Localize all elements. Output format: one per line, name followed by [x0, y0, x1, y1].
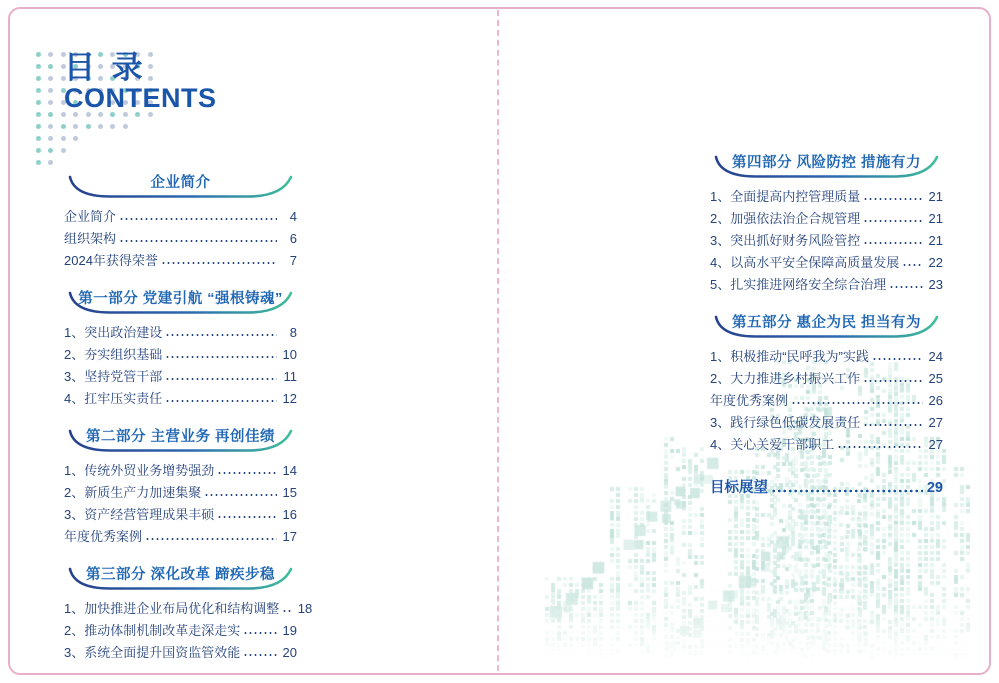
decorative-dot: [36, 76, 41, 81]
toc-item: [64, 344, 297, 366]
toc-page-number: 18: [297, 601, 313, 616]
dot-leader: [791, 400, 923, 412]
decorative-dot: [36, 160, 41, 165]
toc-item: [710, 252, 943, 274]
toc-item-label: 2、加强依法治企合规管理: [710, 211, 861, 226]
toc-page-number: 15: [282, 485, 297, 500]
section-banner: [64, 286, 297, 316]
toc-item: [64, 366, 297, 388]
decorative-dot: [73, 136, 78, 141]
decorative-dot: [36, 124, 41, 129]
dot-leader: [282, 608, 292, 620]
toc-item: [64, 322, 297, 344]
toc-item-label: 2024年获得荣誉: [64, 253, 158, 268]
decorative-dot: [48, 160, 53, 165]
toc-item: [710, 346, 943, 368]
dot-leader: [889, 284, 923, 296]
swoosh-underline: [64, 562, 297, 592]
decorative-dot: [36, 148, 41, 153]
toc-item-label: 4、以高水平安全保障高质量发展: [710, 255, 900, 270]
dot-leader: [165, 332, 277, 344]
decorative-dot: [48, 124, 53, 129]
toc-item: [64, 250, 297, 272]
section-title: 第一部分 党建引航 “强根铸魂”: [78, 291, 283, 307]
toc-page-number: 14: [282, 463, 297, 478]
toc-item: [64, 482, 297, 504]
decorative-dot: [48, 64, 53, 69]
section-title: 第五部分 惠企为民 担当有为: [731, 315, 922, 331]
center-fold-divider: [497, 10, 499, 671]
toc-page-number: 27: [928, 415, 943, 430]
toc-page-number: 12: [282, 391, 297, 406]
toc-page-number: 6: [289, 231, 297, 246]
dot-leader: [863, 196, 923, 208]
toc-item-label: 1、积极推动“民呼我为”实践: [710, 349, 869, 364]
toc-item-label: 2、夯实组织基础: [64, 347, 163, 362]
toc-item-label: 3、践行绿色低碳发展责任: [710, 415, 861, 430]
toc-page-number: 17: [282, 529, 297, 544]
toc-item-label: 企业简介: [64, 209, 117, 224]
section-title: 第四部分 风险防控 措施有力: [731, 155, 922, 171]
toc-title-en: CONTENTS: [64, 83, 217, 113]
toc-page-number: 26: [928, 393, 943, 408]
section-items: [710, 346, 943, 456]
toc-page-number: 10: [282, 347, 297, 362]
toc-item-label: 1、传统外贸业务增势强劲: [64, 463, 215, 478]
toc-item: [64, 460, 297, 482]
toc-page-number: 23: [928, 277, 943, 292]
toc-page-number: 4: [289, 209, 297, 224]
toc-item: [710, 274, 943, 296]
decorative-dot: [48, 100, 53, 105]
swoosh-underline: [710, 150, 943, 180]
toc-section: [64, 170, 297, 272]
toc-item-label: 4、关心关爱干部职工: [710, 437, 835, 452]
dot-leader: [863, 378, 923, 390]
section-banner: [710, 310, 943, 340]
decorative-dot: [36, 64, 41, 69]
dot-leader: [119, 238, 277, 250]
toc-title-cn: 目 录: [64, 50, 147, 85]
section-title: 第二部分 主营业务 再创佳绩: [85, 429, 276, 445]
goal-label: 目标展望: [710, 480, 768, 496]
dot-leader: [217, 470, 277, 482]
decorative-dot: [36, 100, 41, 105]
section-items: [64, 598, 313, 664]
dot-leader: [902, 262, 923, 274]
left-page: [64, 36, 313, 678]
toc-item-label: 3、资产经营管理成果丰硕: [64, 507, 215, 522]
decorative-dot: [73, 124, 78, 129]
decorative-dot: [123, 124, 128, 129]
toc-page-number: 24: [928, 349, 943, 364]
dot-leader: [165, 398, 277, 410]
section-items: [64, 460, 297, 548]
right-sections: [710, 150, 943, 456]
toc-page-number: 22: [928, 255, 943, 270]
toc-page-number: 16: [282, 507, 297, 522]
toc-item-label: 5、扎实推进网络安全综合治理: [710, 277, 887, 292]
toc-page-number: 21: [928, 189, 943, 204]
decorative-dot: [48, 148, 53, 153]
decorative-dot: [98, 124, 103, 129]
toc-item-label: 年度优秀案例: [710, 393, 789, 408]
toc-page-number: 11: [283, 369, 297, 384]
toc-item: [710, 186, 943, 208]
toc-item-label: 4、扛牢压实责任: [64, 391, 163, 406]
dot-leader: [161, 260, 277, 272]
decorative-dot: [36, 52, 41, 57]
toc-item: [710, 412, 943, 434]
toc-item: [64, 206, 297, 228]
swoosh-underline: [710, 310, 943, 340]
toc-page-number: 19: [282, 623, 297, 638]
toc-page-number: 7: [289, 253, 297, 268]
decorative-dot: [48, 52, 53, 57]
dot-leader: [243, 630, 277, 642]
toc-item: [710, 208, 943, 230]
toc-item-label: 1、加快推进企业布局优化和结构调整: [64, 601, 280, 616]
decorative-dot: [36, 112, 41, 117]
toc-item: [64, 504, 297, 526]
dot-leader: [863, 218, 923, 230]
swoosh-underline: [64, 286, 297, 316]
decorative-dot: [36, 88, 41, 93]
toc-page-number: 20: [282, 645, 297, 660]
toc-item-label: 年度优秀案例: [64, 529, 143, 544]
decorative-dot: [61, 136, 66, 141]
decorative-dot: [48, 76, 53, 81]
decorative-dot: [61, 148, 66, 153]
toc-section: [64, 424, 297, 548]
goal-outlook-row: [710, 476, 943, 500]
right-page: [710, 150, 943, 500]
toc-item-label: 2、新质生产力加速集聚: [64, 485, 202, 500]
toc-item-label: 2、推动体制机制改革走深走实: [64, 623, 241, 638]
section-title: 第三部分 深化改革 蹄疾步稳: [85, 567, 276, 583]
section-banner: [64, 562, 297, 592]
toc-item-label: 3、系统全面提升国资监管效能: [64, 645, 241, 660]
toc-item: [710, 434, 943, 456]
toc-item: [64, 598, 313, 620]
section-title: 企业简介: [150, 175, 211, 191]
toc-item-label: 3、坚持党管干部: [64, 369, 163, 384]
toc-item: [710, 390, 943, 412]
toc-item: [710, 230, 943, 252]
toc-page-number: 21: [928, 211, 943, 226]
decorative-dot: [48, 136, 53, 141]
decorative-dot: [36, 136, 41, 141]
decorative-dot: [61, 124, 66, 129]
dot-leader: [872, 356, 923, 368]
section-items: [710, 186, 943, 296]
toc-page-number: 27: [928, 437, 943, 452]
toc-section: [710, 150, 943, 296]
left-sections: [64, 170, 313, 664]
dot-leader: [863, 240, 923, 252]
dot-leader: [165, 354, 277, 366]
toc-item-label: 2、大力推进乡村振兴工作: [710, 371, 861, 386]
dot-leader: [771, 488, 923, 500]
toc-section: [64, 286, 297, 410]
dot-leader: [863, 422, 923, 434]
section-items: [64, 206, 297, 272]
toc-item: [64, 526, 297, 548]
dot-leader: [119, 216, 277, 228]
toc-item-label: 3、突出抓好财务风险管控: [710, 233, 861, 248]
toc-section: [64, 562, 313, 664]
decorative-dot: [48, 112, 53, 117]
dot-leader: [837, 444, 923, 456]
decorative-dot: [86, 124, 91, 129]
toc-item: [64, 620, 297, 642]
toc-page-number: 21: [928, 233, 943, 248]
toc-item: [64, 642, 297, 664]
toc-item: [64, 388, 297, 410]
toc-item-label: 1、全面提高内控管理质量: [710, 189, 861, 204]
decorative-dot: [110, 124, 115, 129]
decorative-dot: [48, 88, 53, 93]
dot-leader: [204, 492, 277, 504]
section-items: [64, 322, 297, 410]
swoosh-underline: [64, 170, 297, 200]
dot-leader: [217, 514, 277, 526]
dot-leader: [243, 652, 277, 664]
swoosh-underline: [64, 424, 297, 454]
dot-leader: [165, 376, 277, 388]
toc-page-number: 25: [928, 371, 943, 386]
toc-item: [64, 228, 297, 250]
toc-header: [64, 52, 297, 156]
section-banner: [710, 150, 943, 180]
toc-page-number: 8: [289, 325, 297, 340]
toc-item-label: 组织架构: [64, 231, 117, 246]
section-banner: [64, 424, 297, 454]
dot-leader: [145, 536, 277, 548]
toc-item-label: 1、突出政治建设: [64, 325, 163, 340]
goal-page-number: 29: [926, 480, 943, 496]
section-banner: [64, 170, 297, 200]
toc-item: [710, 368, 943, 390]
toc-section: [710, 310, 943, 456]
